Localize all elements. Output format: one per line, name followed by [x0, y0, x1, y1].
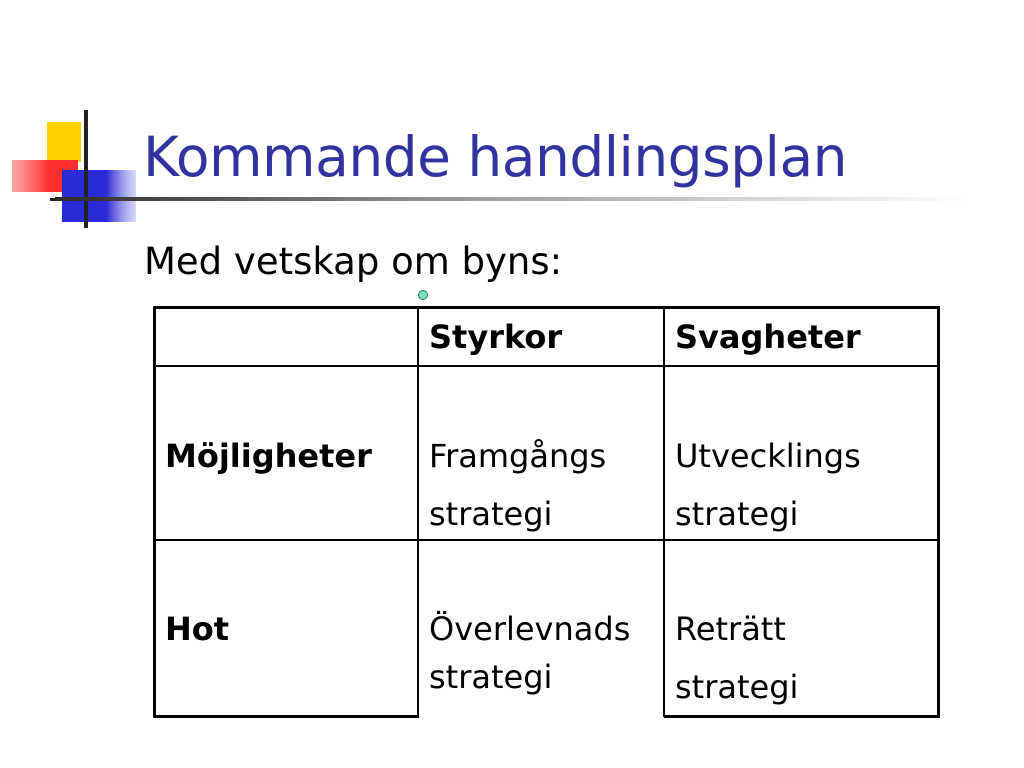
anchor-handle[interactable] [418, 290, 428, 300]
slide-title: Kommande handlingsplan [143, 125, 847, 189]
cell-text: Reträtt [675, 610, 786, 648]
row-label-mojligheter: Möjligheter [165, 437, 372, 475]
slide-subtitle: Med vetskap om byns: [144, 240, 563, 283]
header-styrkor: Styrkor [429, 318, 563, 356]
table-border-left [153, 306, 156, 717]
title-divider [55, 197, 965, 201]
table-col-divider [417, 306, 419, 717]
cell-text: Utvecklings [675, 437, 861, 475]
swot-table [153, 306, 940, 717]
cell-text: strategi [675, 668, 799, 706]
table-border-right [937, 306, 940, 717]
header-svagheter: Svagheter [675, 318, 861, 356]
cell-text: strategi [429, 658, 553, 696]
cell-text: strategi [675, 495, 799, 533]
table-border-bottom [153, 715, 419, 718]
table-col-divider [663, 306, 665, 717]
slide-logo-icon [0, 100, 140, 240]
row-label-hot: Hot [165, 610, 230, 648]
cell-text: strategi [429, 495, 553, 533]
cell-text: Överlevnads [429, 610, 631, 648]
cell-text: Framgångs [429, 437, 607, 475]
